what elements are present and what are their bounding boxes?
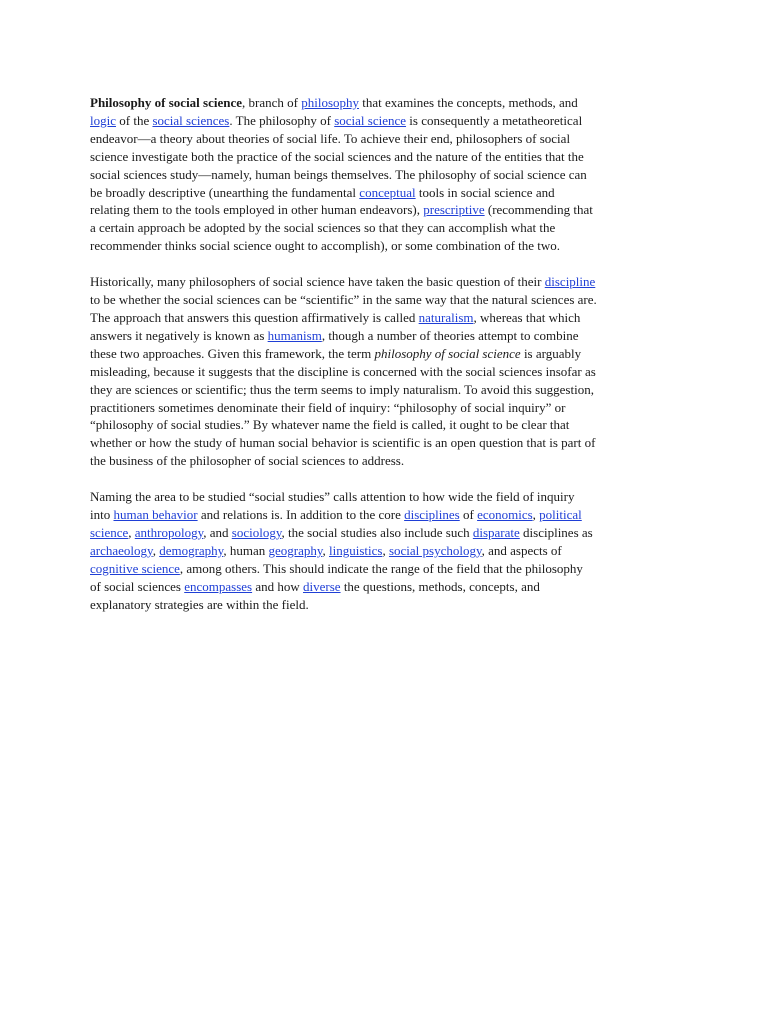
hyperlink[interactable]: cognitive science <box>90 560 180 576</box>
text-line <box>90 345 680 363</box>
text-run: Historically, many philosophers of social science have taken the basic question of their <box>90 274 545 290</box>
hyperlink[interactable]: economics <box>477 507 533 523</box>
text-run: , <box>152 542 160 558</box>
text-run: , among others. This should indicate the range of the field that the philosophy <box>179 560 583 576</box>
text-line <box>90 363 680 381</box>
text-run: , <box>382 542 389 558</box>
text-run: practitioners sometimes denominate their field of inquiry: “philosophy of social inquiry” or <box>90 399 566 415</box>
hyperlink[interactable]: geography <box>268 542 323 558</box>
text-run: The approach that answers this question affirmatively is called <box>90 309 419 325</box>
text-run: , <box>322 542 329 558</box>
text-run: misleading, because it suggests that the discipline is concerned with the social sciences insofar as <box>90 363 596 379</box>
text-line <box>90 542 680 560</box>
text-line <box>90 416 680 434</box>
hyperlink[interactable]: social science <box>334 112 407 128</box>
text-run: Naming the area to be studied “social studies” calls attention to how wide the field of inquiry <box>90 489 575 505</box>
hyperlink[interactable]: sociology <box>231 524 282 540</box>
text-run: endeavor—a theory about theories of social life. To achieve their end, philosophers of social <box>90 130 571 146</box>
hyperlink[interactable]: diverse <box>303 578 341 594</box>
text-run: these two approaches. Given this framework, the term <box>90 345 375 361</box>
hyperlink[interactable]: encompasses <box>184 578 253 594</box>
hyperlink[interactable]: social sciences <box>152 112 230 128</box>
text-line <box>90 94 680 112</box>
paragraph-3 <box>90 488 680 613</box>
text-line <box>90 166 680 184</box>
text-run: “philosophy of social studies.” By whatever name the field is called, it ought to be clear that <box>90 417 570 433</box>
text-run: , and <box>203 524 232 540</box>
text-run: , human <box>223 542 269 558</box>
hyperlink[interactable]: disciplines <box>404 507 460 523</box>
text-run: , though a number of theories attempt to combine <box>321 327 579 343</box>
text-line <box>90 130 680 148</box>
text-run: , whereas that which <box>473 309 581 325</box>
text-run: relating them to the tools employed in other human endeavors), <box>90 202 424 218</box>
text-line <box>90 452 680 470</box>
hyperlink[interactable]: linguistics <box>329 542 383 558</box>
hyperlink[interactable]: human behavior <box>113 507 198 523</box>
text-run: , <box>532 507 540 523</box>
text-line <box>90 434 680 452</box>
hyperlink[interactable]: disparate <box>472 524 520 540</box>
text-run: disciplines as <box>519 524 593 540</box>
text-line <box>90 596 680 614</box>
text-line <box>90 219 680 237</box>
text-line <box>90 381 680 399</box>
hyperlink[interactable]: science <box>90 524 129 540</box>
hyperlink[interactable]: naturalism <box>418 309 474 325</box>
text-run: of <box>459 507 478 523</box>
text-run: , branch of <box>242 95 302 110</box>
text-run: they are sciences or scientific; thus the term seems to imply naturalism. To avoid this suggestion, <box>90 381 594 397</box>
text-run: , the social studies also include such <box>281 524 473 540</box>
hyperlink[interactable]: conceptual <box>359 184 416 200</box>
text-run: that examines the concepts, methods, and <box>359 95 578 110</box>
hyperlink[interactable]: prescriptive <box>423 202 485 218</box>
text-run: , <box>128 524 135 540</box>
text-run: is consequently a metatheoretical <box>406 112 583 128</box>
hyperlink[interactable]: political <box>539 507 582 523</box>
text-line <box>90 309 680 327</box>
text-run: . The philosophy of <box>229 112 335 128</box>
hyperlink[interactable]: logic <box>90 112 116 128</box>
paragraph-2 <box>90 273 680 470</box>
article-title-term: Philosophy of social science <box>90 95 243 110</box>
text-line <box>90 184 680 202</box>
text-run: a certain approach be adopted by the social sciences so that they can accomplish what the <box>90 220 556 236</box>
hyperlink[interactable]: demography <box>159 542 224 558</box>
italic-term: philosophy of social science <box>374 345 521 361</box>
text-line <box>90 291 680 309</box>
text-run: tools in social science and <box>415 184 555 200</box>
text-line <box>90 237 680 255</box>
text-run: social sciences study—namely, human beings themselves. The philosophy of social science can <box>90 166 587 182</box>
hyperlink[interactable]: archaeology <box>90 542 153 558</box>
text-run: be broadly descriptive (unearthing the fundamental <box>90 184 360 200</box>
text-line <box>90 560 680 578</box>
text-run: of social sciences <box>90 578 185 594</box>
text-run: is arguably <box>520 345 582 361</box>
text-line <box>90 488 680 506</box>
text-run: the questions, methods, concepts, and <box>340 578 540 594</box>
text-line <box>90 148 680 166</box>
text-run: recommender thinks social science ought to accomplish), or some combination of the two. <box>90 238 561 254</box>
text-line <box>90 506 680 524</box>
text-run: of the <box>116 112 153 128</box>
text-run: to be whether the social sciences can be “scientific” in the same way that the natural sciences are. <box>90 292 597 308</box>
text-run: , and aspects of <box>481 542 562 558</box>
text-run: and how <box>252 578 304 594</box>
text-run: (recommending that <box>484 202 593 218</box>
hyperlink[interactable]: anthropology <box>134 524 204 540</box>
text-run: the business of the philosopher of social sciences to address. <box>90 453 405 469</box>
text-line <box>90 524 680 542</box>
text-run: into <box>90 507 114 523</box>
text-line <box>90 327 680 345</box>
hyperlink[interactable]: philosophy <box>301 95 360 110</box>
text-line <box>90 273 680 291</box>
hyperlink[interactable]: humanism <box>267 327 322 343</box>
hyperlink[interactable]: discipline <box>544 274 596 290</box>
text-line <box>90 578 680 596</box>
text-run: answers it negatively is known as <box>90 327 268 343</box>
text-line <box>90 112 680 130</box>
hyperlink[interactable]: social psychology <box>388 542 482 558</box>
text-run: and relations is. In addition to the core <box>197 507 405 523</box>
text-run: whether or how the study of human social behavior is scientific is an open question that is part of <box>90 435 596 451</box>
article-body <box>90 94 680 631</box>
paragraph-1 <box>90 94 680 255</box>
text-line <box>90 399 680 417</box>
text-line <box>90 201 680 219</box>
text-run: science investigate both the practice of the social sciences and the nature of the entities that the <box>90 148 584 164</box>
text-run: explanatory strategies are within the field. <box>90 596 309 612</box>
